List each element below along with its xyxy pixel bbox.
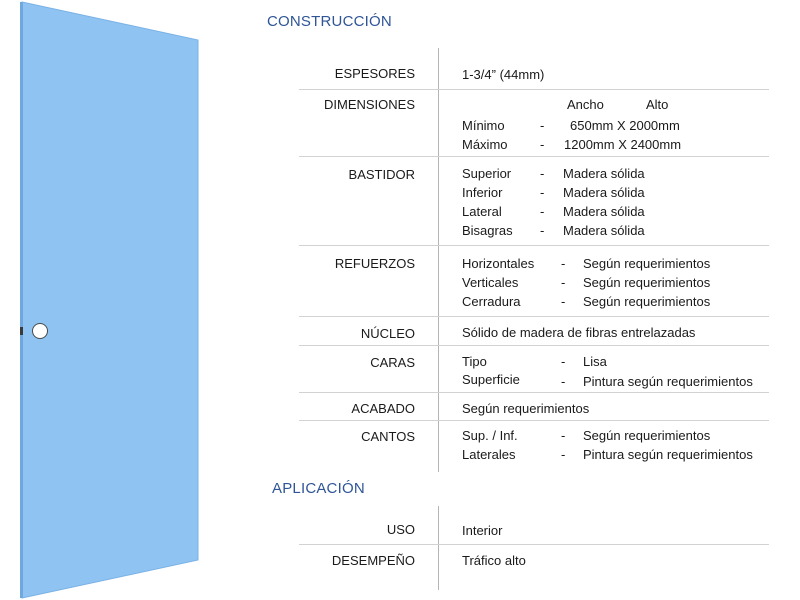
caras-row-value: Lisa xyxy=(583,354,607,369)
refuerzos-row-name: Cerradura xyxy=(462,294,521,309)
refuerzos-row-value: Según requerimientos xyxy=(583,256,711,271)
refuerzos-label: REFUERZOS xyxy=(334,256,415,271)
construccion-divider xyxy=(438,48,439,472)
door-illustration xyxy=(0,0,210,600)
bastidor-row-dash: - xyxy=(540,223,545,238)
row-separator xyxy=(299,392,769,393)
acabado-label: ACABADO xyxy=(351,401,415,416)
bastidor-row-name: Bisagras xyxy=(462,223,513,238)
bastidor-row-dash: - xyxy=(540,166,545,181)
row-separator xyxy=(299,345,769,346)
row-separator xyxy=(299,156,769,157)
row-separator xyxy=(299,316,769,317)
cantos-row-dash: - xyxy=(561,447,566,462)
cantos-row-dash: - xyxy=(561,428,566,443)
bastidor-row-value: Madera sólida xyxy=(563,204,645,219)
dimensiones-label: DIMENSIONES xyxy=(323,97,415,112)
refuerzos-row-dash: - xyxy=(561,275,566,290)
refuerzos-row-dash: - xyxy=(561,256,566,271)
acabado-value: Según requerimientos xyxy=(462,401,590,416)
caras-row-name: Tipo xyxy=(462,354,487,369)
refuerzos-row-name: Verticales xyxy=(462,275,519,290)
caras-label: CARAS xyxy=(370,355,415,370)
refuerzos-row-value: Según requerimientos xyxy=(583,294,711,309)
construccion-title: CONSTRUCCIÓN xyxy=(267,13,392,30)
refuerzos-row-value: Según requerimientos xyxy=(583,275,711,290)
bastidor-row-dash: - xyxy=(540,204,545,219)
refuerzos-row-name: Horizontales xyxy=(462,256,535,271)
bastidor-row-name: Inferior xyxy=(462,185,503,200)
row-separator xyxy=(299,89,769,90)
refuerzos-row-dash: - xyxy=(561,294,566,309)
dimensiones-row-dash: - xyxy=(540,137,545,152)
espesores-value: 1-3/4” (44mm) xyxy=(462,67,545,82)
cantos-label: CANTOS xyxy=(361,429,415,444)
desempeno-value: Tráfico alto xyxy=(462,553,526,568)
dimensiones-row-name: Máximo xyxy=(462,137,508,152)
bastidor-row-name: Lateral xyxy=(462,204,502,219)
bastidor-row-dash: - xyxy=(540,185,545,200)
dimensiones-row-dash: - xyxy=(540,118,545,133)
bastidor-row-value: Madera sólida xyxy=(563,166,645,181)
door-edge xyxy=(20,2,23,598)
uso-value: Interior xyxy=(462,523,503,538)
cantos-row-value: Pintura según requerimientos xyxy=(583,447,753,462)
bastidor-row-value: Madera sólida xyxy=(563,185,645,200)
uso-label: USO xyxy=(386,522,415,537)
dimensiones-col-alto: Alto xyxy=(646,97,669,112)
door-panel xyxy=(22,2,198,598)
desempeno-label: DESEMPEÑO xyxy=(331,553,415,568)
cantos-row-value: Según requerimientos xyxy=(583,428,711,443)
aplicacion-title: APLICACIÓN xyxy=(272,480,365,497)
aplicacion-divider xyxy=(438,506,439,590)
dimensiones-col-ancho: Ancho xyxy=(567,97,604,112)
row-separator xyxy=(299,544,769,545)
dimensiones-row-name: Mínimo xyxy=(462,118,505,133)
dimensiones-row-value: 650mm X 2000mm xyxy=(570,118,680,133)
caras-row-value: Pintura según requerimientos xyxy=(583,374,753,389)
caras-row-dash: - xyxy=(561,374,566,389)
door-image xyxy=(0,0,210,600)
caras-row-name: Superficie xyxy=(462,372,520,387)
door-handle-hole-icon xyxy=(33,324,48,339)
caras-row-dash: - xyxy=(561,354,566,369)
cantos-row-name: Laterales xyxy=(462,447,516,462)
door-latch xyxy=(20,327,23,335)
row-separator xyxy=(299,245,769,246)
row-separator xyxy=(299,420,769,421)
cantos-row-name: Sup. / Inf. xyxy=(462,428,518,443)
nucleo-value: Sólido de madera de fibras entrelazadas xyxy=(462,325,696,340)
bastidor-row-value: Madera sólida xyxy=(563,223,645,238)
bastidor-label: BASTIDOR xyxy=(348,167,415,182)
bastidor-row-name: Superior xyxy=(462,166,512,181)
espesores-label: ESPESORES xyxy=(334,66,415,81)
nucleo-label: NÚCLEO xyxy=(360,326,415,341)
dimensiones-row-value: 1200mm X 2400mm xyxy=(564,137,682,152)
